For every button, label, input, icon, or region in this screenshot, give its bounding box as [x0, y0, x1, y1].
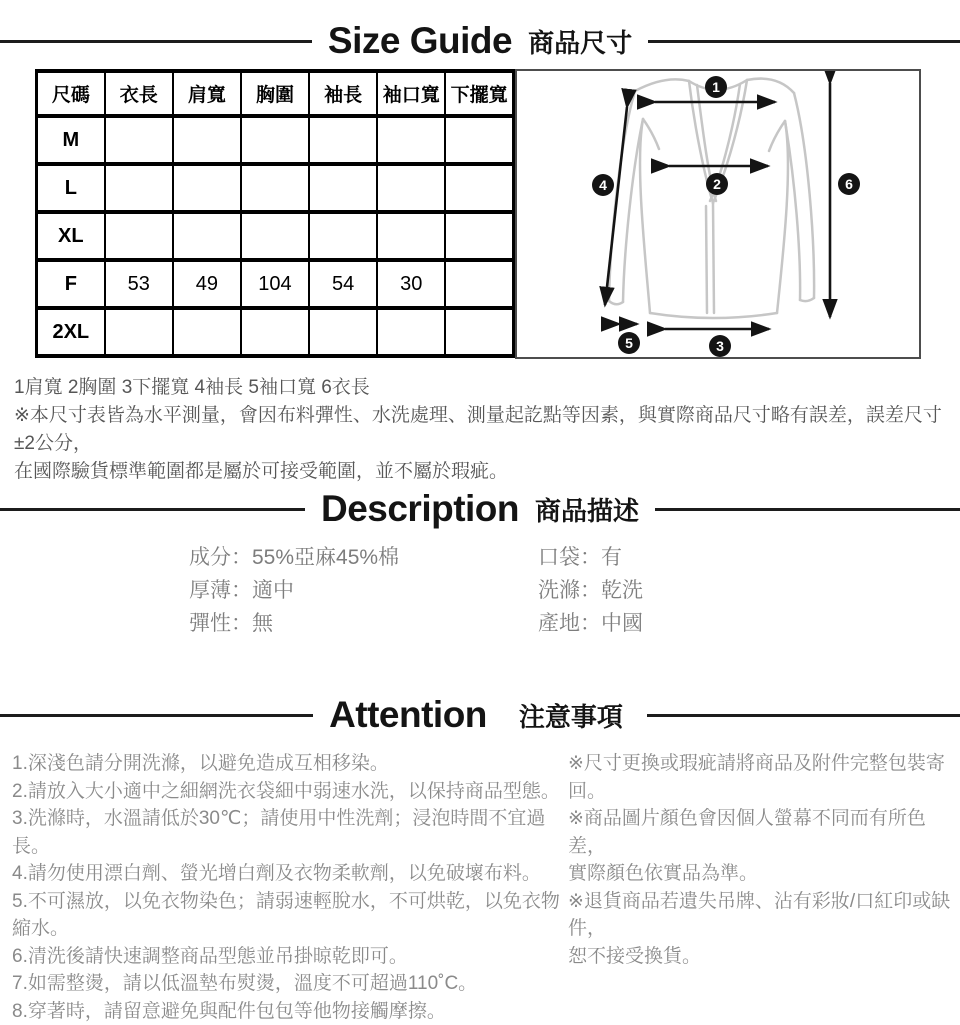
description-title-zh: 商品描述: [535, 491, 639, 528]
desc-washing: 洗滌：乾洗: [538, 574, 643, 607]
attention-section: [0, 750, 960, 1025]
table-row: [37, 164, 514, 212]
size-table-header-row: [37, 71, 514, 116]
cell: [309, 212, 377, 260]
cell: 30: [377, 260, 445, 308]
cell: [445, 308, 513, 356]
divider-line: [0, 508, 305, 511]
divider-line: [647, 714, 960, 717]
desc-stretch: 彈性：無: [189, 607, 538, 640]
size-guide-notes: [0, 374, 960, 486]
col-header-length: 衣長: [105, 71, 173, 116]
attention-title-en: Attention: [329, 694, 487, 736]
cell: [377, 308, 445, 356]
product-info-page: [0, 18, 960, 978]
attention-note: 恕不接受換貨。: [568, 943, 960, 971]
attention-list: [12, 750, 568, 1025]
cell: 53: [105, 260, 173, 308]
size-label: 2XL: [37, 308, 105, 356]
divider-line: [655, 508, 960, 511]
attention-note: 實際顏色依實品為準。: [568, 860, 960, 888]
cell: [173, 164, 241, 212]
description-title-en: Description: [321, 488, 519, 530]
cell: [173, 116, 241, 164]
tolerance-note-line1: ※本尺寸表皆為水平測量，會因布料彈性、水洗處理、測量起訖點等因素，與實際商品尺寸略有誤差，誤差尺寸±2公分，: [14, 402, 952, 458]
col-header-size: 尺碼: [37, 71, 105, 116]
table-row: [37, 308, 514, 356]
attention-item: 1.深淺色請分開洗滌，以避免造成互相移染。: [12, 750, 568, 778]
cell: [377, 212, 445, 260]
marker-6-length: 6: [838, 173, 860, 195]
size-label: M: [37, 116, 105, 164]
size-guide-title-en: Size Guide: [328, 20, 512, 62]
cell: [445, 164, 513, 212]
divider-line: [0, 714, 313, 717]
cell: [377, 116, 445, 164]
divider-line: [648, 40, 960, 43]
cell: [173, 212, 241, 260]
cell: [309, 308, 377, 356]
cell: [241, 116, 309, 164]
cell: [445, 116, 513, 164]
attention-item: 2.請放入大小適中之細網洗衣袋細中弱速水洗，以保持商品型態。: [12, 778, 568, 806]
col-header-chest: 胸圍: [241, 71, 309, 116]
description-header: [0, 486, 960, 532]
desc-material: 成分：55%亞麻45%棉: [189, 541, 538, 574]
marker-2-chest: 2: [706, 173, 728, 195]
col-header-cuff: 袖口寬: [377, 71, 445, 116]
attention-note: ※退貨商品若遺失吊牌、沾有彩妝/口紅印或缺件，: [568, 888, 960, 943]
table-row: [37, 260, 514, 308]
cell: 54: [309, 260, 377, 308]
cell: 104: [241, 260, 309, 308]
desc-origin: 產地：中國: [538, 607, 643, 640]
desc-thickness: 厚薄：適中: [189, 574, 538, 607]
size-label: XL: [37, 212, 105, 260]
measurement-legend: 1肩寬 2胸圍 3下擺寬 4袖長 5袖口寬 6衣長: [14, 374, 952, 402]
attention-item: 5.不可濕放，以免衣物染色；請弱速輕脫水，不可烘乾，以免衣物縮水。: [12, 888, 568, 943]
size-guide-header: [0, 18, 960, 64]
attention-item: 6.清洗後請快速調整商品型態並吊掛晾乾即可。: [12, 943, 568, 971]
cell: [105, 116, 173, 164]
col-header-hem: 下擺寬: [445, 71, 513, 116]
cell: [105, 212, 173, 260]
cell: [377, 164, 445, 212]
marker-1-shoulder: 1: [705, 76, 727, 98]
cell: [445, 212, 513, 260]
marker-5-cuff: 5: [618, 332, 640, 354]
desc-pockets: 口袋：有: [538, 541, 643, 574]
cell: [309, 116, 377, 164]
attention-item: 3.洗滌時，水溫請低於30℃；請使用中性洗劑；浸泡時間不宜過長。: [12, 805, 568, 860]
col-header-sleeve: 袖長: [309, 71, 377, 116]
divider-line: [0, 40, 312, 43]
size-guide-title-zh: 商品尺寸: [528, 23, 632, 60]
cell: [173, 308, 241, 356]
attention-note: ※商品圖片顏色會因個人螢幕不同而有所色差，: [568, 805, 960, 860]
marker-4-sleeve: 4: [592, 174, 614, 196]
size-guide-section: [0, 69, 960, 359]
cell: [105, 164, 173, 212]
attention-item: 7.如需整燙，請以低溫墊布熨燙，溫度不可超過110˚C。: [12, 970, 568, 998]
description-left-column: [189, 541, 538, 640]
description-section: [0, 541, 960, 640]
cell: [241, 212, 309, 260]
attention-notes: [568, 750, 960, 1025]
attention-header: [0, 692, 960, 738]
size-label: L: [37, 164, 105, 212]
table-row: [37, 116, 514, 164]
cell: [309, 164, 377, 212]
attention-item: 8.穿著時，請留意避免與配件包包等他物接觸摩擦。: [12, 998, 568, 1025]
attention-note: ※尺寸更換或瑕疵請將商品及附件完整包裝寄回。: [568, 750, 960, 805]
cell: [445, 260, 513, 308]
size-label: F: [37, 260, 105, 308]
attention-title-zh: 注意事項: [519, 697, 623, 734]
cell: 49: [173, 260, 241, 308]
marker-3-hem: 3: [709, 335, 731, 357]
tolerance-note-line2: 在國際驗貨標準範圍都是屬於可接受範圍，並不屬於瑕疵。: [14, 458, 952, 486]
size-table: [35, 69, 515, 358]
col-header-shoulder: 肩寬: [173, 71, 241, 116]
description-right-column: [538, 541, 643, 640]
attention-item: 4.請勿使用漂白劑、螢光增白劑及衣物柔軟劑，以免破壞布料。: [12, 860, 568, 888]
cell: [241, 308, 309, 356]
garment-measurement-diagram: [515, 69, 921, 359]
garment-sketch: [517, 71, 919, 357]
cell: [105, 308, 173, 356]
table-row: [37, 212, 514, 260]
cell: [241, 164, 309, 212]
